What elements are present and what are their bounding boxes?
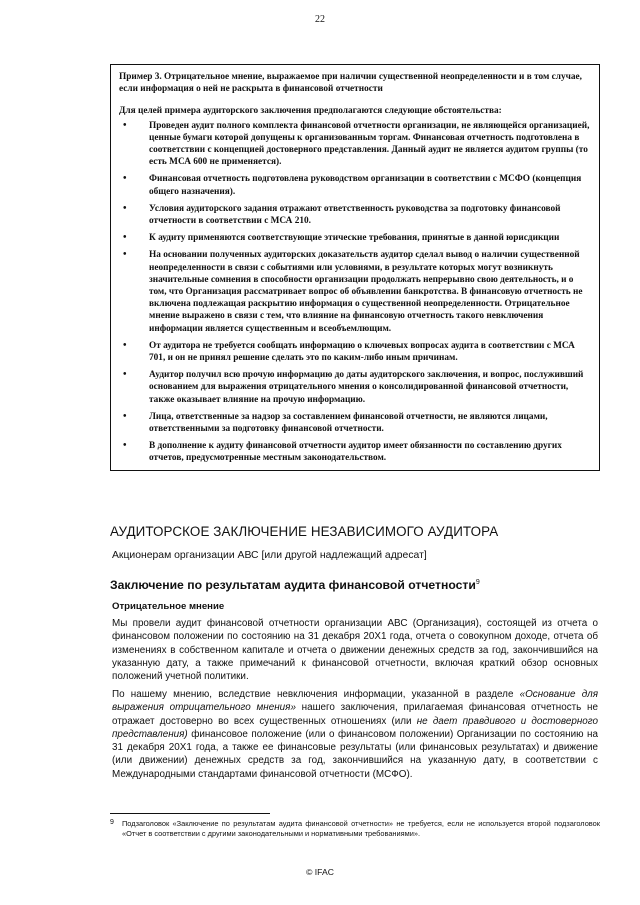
list-item bbox=[119, 232, 593, 244]
bullet-icon: • bbox=[123, 173, 127, 185]
page-number: 22 bbox=[315, 14, 325, 25]
example-title: Пример 3. Отрицательное мнение, выражаемое при наличии существенной неопределенности и в том случае, если информация о ней не раскрыта в финансовой отчетности bbox=[119, 72, 582, 95]
footnote-mark: 9 bbox=[110, 819, 114, 826]
paragraph-italic-text: не дает правдивого и достоверного представления) bbox=[112, 715, 598, 740]
paragraph-italic-text: «Основание для выражения отрицательного мнения» bbox=[112, 689, 598, 714]
paragraph-audit-scope: Мы провели аудит финансовой отчетности организации АВС (Организация), состоящей из отчета о финансовом положении по состоянию на 31 декабря 20X1 года, отчета о совокупном доходе, отчета об изменениях в собственном капитале и отчета о движении денежных средств за год, закончившийся на указанную дату, а также примечаний к финансовой отчетности, включая краткий обзор основных положений учетной политики. bbox=[112, 618, 598, 683]
paragraph-text: нашего заключения, прилагаемая финансовая отчетность не отражает достоверно во всех существенных отношениях (или bbox=[112, 702, 598, 727]
list-item bbox=[119, 340, 593, 364]
section-heading-text: Заключение по результатам аудита финансовой отчетности bbox=[110, 578, 476, 592]
bullet-icon: • bbox=[123, 119, 127, 131]
circumstances-list bbox=[119, 120, 593, 465]
bullet-icon: • bbox=[123, 339, 127, 351]
section-heading bbox=[110, 578, 480, 592]
example-box bbox=[110, 64, 600, 471]
list-item-text: Проведен аудит полного комплекта финансовой отчетности организации, не являющейся организацией, ценные бумаги которой допущены к организованным торгам. Финансовая отчетность подготовлена в соответствии с концепцией достоверного представления. Данный аудит не является аудитом группы (то есть МСА 600 не применяется). bbox=[149, 120, 590, 168]
footnote bbox=[110, 819, 600, 840]
bullet-icon: • bbox=[123, 232, 127, 244]
list-item-text: Лица, ответственные за надзор за составлением финансовой отчетности, не являются лицами, ответственными за подготовку финансовой отчетности. bbox=[149, 411, 548, 435]
footnote-reference: 9 bbox=[475, 578, 480, 586]
list-item-text: В дополнение к аудиту финансовой отчетности аудитор имеет обязанности по составлению других отчетов, предусмотренные местным законодательством. bbox=[149, 441, 562, 464]
list-item-text: Аудитор получил всю прочую информацию до даты аудиторского заключения, и вопрос, послуживший основанием для выражения отрицательного мнения о консолидированной финансовой отчетности, также оказывает влияние на прочую информацию. bbox=[149, 370, 584, 405]
example-intro: Для целей примера аудиторского заключения предполагаются следующие обстоятельства: bbox=[119, 106, 502, 117]
list-item-text: От аудитора не требуется сообщать информацию о ключевых вопросах аудита в соответствии с МСА 701, и он не принял решение сделать это по каким-либо иным причинам. bbox=[149, 340, 575, 364]
list-item bbox=[119, 120, 593, 169]
footnote-divider bbox=[110, 813, 270, 814]
paragraph-text: финансовое положение (или о финансовом положении) Организации по состоянию на 31 декабря 20X1 года, а также ее финансовые результаты (или финансовых результатах) и движение (или движении) денежных средств за год, закончившийся на указанную дату, в соответствии с Международными стандартами финансовой отчетности (МСФО). bbox=[112, 728, 598, 780]
paragraph-text: По нашему мнению, вследствие невключения информации, указанной в разделе bbox=[112, 689, 520, 700]
subheading-adverse-opinion: Отрицательное мнение bbox=[112, 601, 225, 612]
list-item bbox=[119, 369, 593, 406]
list-item bbox=[119, 203, 593, 227]
list-item-text: Финансовая отчетность подготовлена руководством организации в соответствии с МСФО (концепция общего назначения). bbox=[149, 174, 582, 197]
list-item-text: К аудиту применяются соответствующие этические требования, принятые в данной юрисдикции bbox=[149, 233, 560, 244]
bullet-icon: • bbox=[123, 369, 127, 381]
report-heading: АУДИТОРСКОЕ ЗАКЛЮЧЕНИЕ НЕЗАВИСИМОГО АУДИТОРА bbox=[110, 524, 499, 539]
list-item bbox=[119, 440, 593, 464]
list-item-text: На основании полученных аудиторских доказательств аудитор сделал вывод о наличии существенной неопределенности в связи с событиями или условиями, в результате которых могут возникнуть значительные сомнения в способности организации продолжать непрерывно свою деятельность, и о том, что Организация рассматривает вопрос об объявлении банкротства. В финансовую отчетность не включена подлежащая раскрытию информация о существенной неопределенности. Отрицательное мнение выражено в связи с тем, что влияние на финансовую отчетность такого невключения информации является существенным и всеобъемлющим. bbox=[149, 250, 583, 334]
bullet-icon: • bbox=[123, 202, 127, 214]
bullet-icon: • bbox=[123, 410, 127, 422]
list-item bbox=[119, 411, 593, 435]
list-item bbox=[119, 249, 593, 334]
list-item-text: Условия аудиторского задания отражают ответственность руководства за подготовку финансовой отчетности в соответствии с МСА 210. bbox=[149, 203, 561, 227]
list-item bbox=[119, 173, 593, 197]
addressee: Акционерам организации АВС [или другой надлежащий адресат] bbox=[112, 550, 427, 561]
footnote-text: Подзаголовок «Заключение по результатам аудита финансовой отчетности» не требуется, если не используется второй подзаголовок «Отчет в соответствии с другими законодательными и нормативными требованиями». bbox=[122, 819, 600, 839]
paragraph-opinion bbox=[112, 688, 598, 781]
copyright: © IFAC bbox=[306, 867, 334, 877]
bullet-icon: • bbox=[123, 440, 127, 452]
bullet-icon: • bbox=[123, 249, 127, 261]
